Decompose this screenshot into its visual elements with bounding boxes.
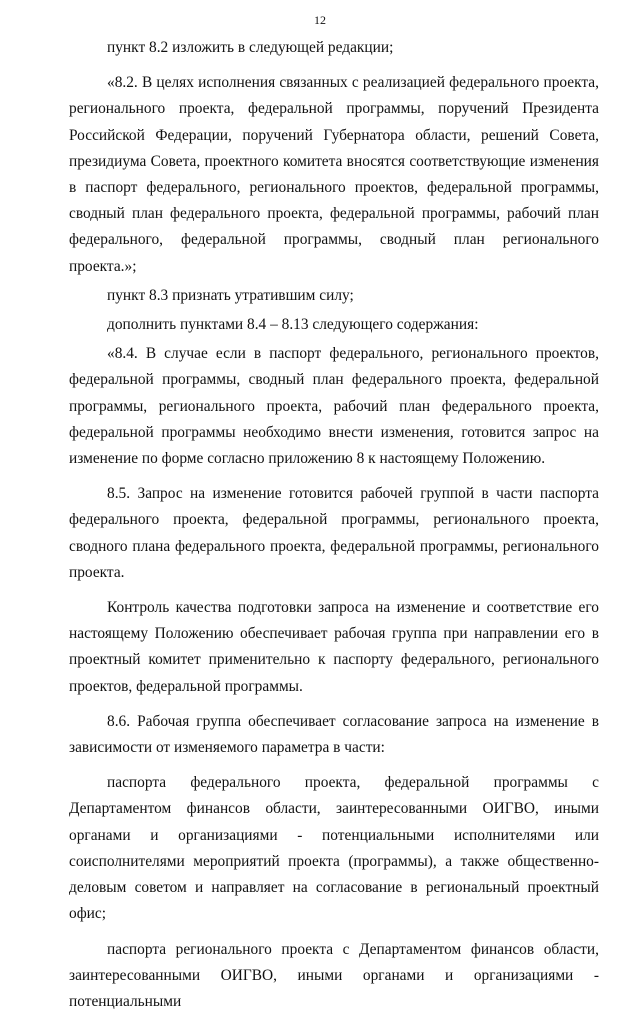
paragraph-add-8-4-8-13: дополнить пунктами 8.4 – 8.13 следующего содержания: — [69, 312, 599, 338]
paragraph-8-2-text: «8.2. В целях исполнения связанных с реализацией федерального проекта, регионального проекта, федеральной программы, поручений Президента Российской Федерации, поручений Губернатора области, решений Совета, президиума Совета, проектного комитета вносятся соответствующие изменения в паспорт федерального, регионального проектов, федеральной программы, сводный план федерального проекта, федеральной программы, рабочий план федерального, федеральной программы, сводный план регионального проекта.»; — [69, 70, 599, 280]
paragraph-8-6-text: 8.6. Рабочая группа обеспечивает согласование запроса на изменение в зависимости от изменяемого параметра в части: — [69, 709, 599, 761]
paragraph-amend-8-2: пункт 8.2 изложить в следующей редакции; — [69, 35, 599, 61]
paragraph-8-4-text: «8.4. В случае если в паспорт федерального, регионального проектов, федеральной программы, сводный план федерального проекта, федеральной программы, регионального проекта, рабочий план федерального проекта, федеральной программы необходимо внести изменения, готовится запрос на изменение по форме согласно приложению 8 к настоящему Положению. — [69, 341, 599, 472]
paragraph-regional-passport: паспорта регионального проекта с Департаментом финансов области, заинтересованными ОИГВО, иными органами и организациями - потенциальными — [69, 937, 599, 1015]
document-body — [69, 35, 599, 1015]
page-number: 12 — [0, 13, 640, 27]
paragraph-quality-control: Контроль качества подготовки запроса на изменение и соответствие его настоящему Положению обеспечивает рабочая группа при направлении его в проектный комитет применительно к паспорту федерального, регионального проектов, федеральной программы. — [69, 595, 599, 700]
paragraph-repeal-8-3: пункт 8.3 признать утратившим силу; — [69, 283, 599, 309]
paragraph-8-5-text: 8.5. Запрос на изменение готовится рабочей группой в части паспорта федерального проекта, федеральной программы, регионального проекта, сводного плана федерального проекта, федеральной программы, регионального проекта. — [69, 481, 599, 586]
paragraph-federal-passport: паспорта федерального проекта, федеральной программы с Департаментом финансов области, заинтересованными ОИГВО, иными органами и организациями - потенциальными исполнителями или соисполнителями мероприятий проекта (программы), а также общественно-деловым советом и направляет на согласование в региональный проектный офис; — [69, 770, 599, 927]
